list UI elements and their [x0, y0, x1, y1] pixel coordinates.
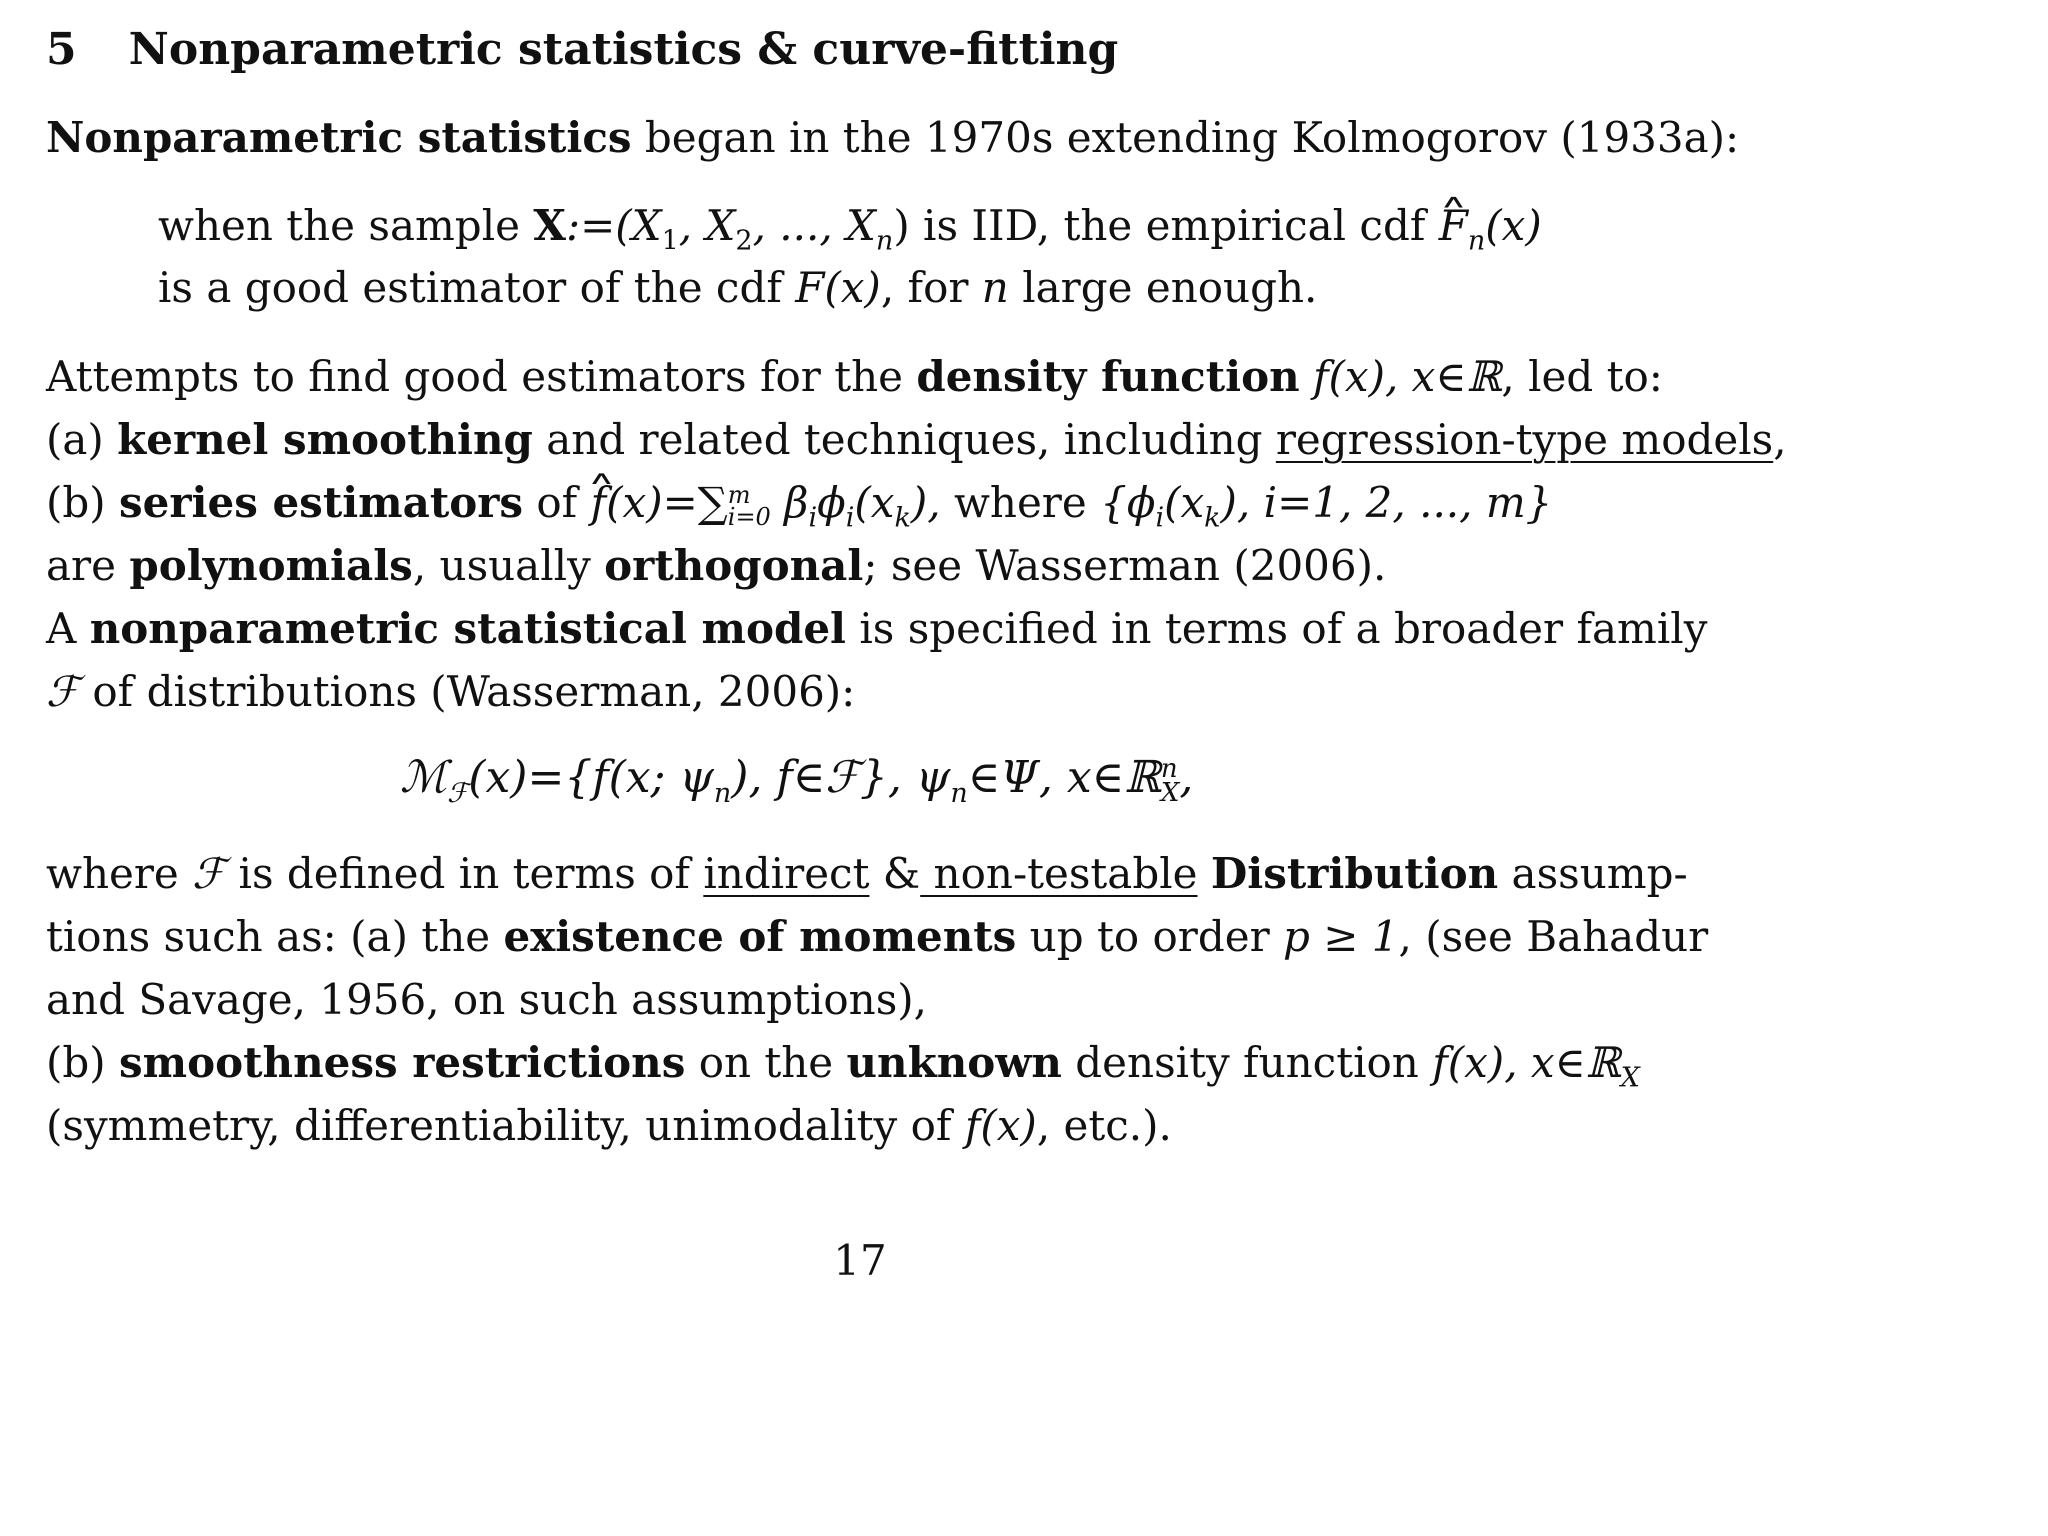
p3-line-3: and Savage, 1956, on such assumptions),: [46, 975, 927, 1024]
quote-block: [158, 195, 1558, 319]
quote-line-1: when the sample $X:=(X_1$, $X_2$, ..., $X_n$) is IID, the empirical cdf ∧ $F_n(x)$: [158, 195, 1558, 257]
p2-line-6: ℱ of distributions (Wasserman, 2006):: [46, 667, 856, 716]
p2-line-4: are polynomials, usually orthogonal; see Wasserman (2006).: [46, 541, 1387, 590]
p2-line-5: A nonparametric statistical model is specified in terms of a broader family: [46, 604, 1708, 653]
model-formula: ℳ$_ℱ$(x)={f(x; $\psi_n$), f∈ℱ}, $\psi_n\in\Psi$, x∈ℝ n X ,: [400, 752, 1194, 809]
p2-line-2: (a) kernel smoothing and related techniques, including regression-type models,: [46, 415, 1787, 464]
p3-line-2: tions such as: (a) the existence of moments up to order p ≥ 1, (see Bahadur: [46, 912, 1709, 961]
empirical-cdf-symbol: ∧ F: [1439, 195, 1468, 257]
page-number: 17: [833, 1236, 887, 1285]
term-nonparametric-statistics: Nonparametric statistics: [46, 113, 632, 162]
section-title: Nonparametric statistics & curve-fitting: [128, 24, 1119, 75]
intro-text: began in the 1970s extending Kolmogorov (1933a):: [631, 113, 1740, 162]
p3-line-5: (symmetry, differentiability, unimodality of f(x), etc.).: [46, 1101, 1172, 1150]
section-heading: [46, 24, 1118, 75]
section-number: 5: [46, 24, 77, 75]
p2-line-3: (b) series estimators of ∧ f(x)=∑ m i=0 $\beta_i\phi_i(x_k)$, where {$\phi_i(x_k)$, i=1, 2, ..., m}: [46, 471, 1686, 534]
p3-line-4: (b) smoothness restrictions on the unknown density function f(x), x∈ℝ$_X$: [46, 1038, 1640, 1094]
underlined-regression-type-models: regression-type models: [1275, 415, 1774, 464]
p2-line-1: Attempts to find good estimators for the density function f(x), x∈ℝ, led to:: [46, 352, 1663, 401]
intro-paragraph: [46, 106, 1740, 169]
assumptions-paragraph: [46, 842, 1709, 1157]
p3-line-1: where ℱ is defined in terms of indirect & non-testable Distribution assump-: [46, 849, 1688, 898]
quote-line-2: is a good estimator of the cdf F(x), for n large enough.: [158, 263, 1318, 312]
estimators-paragraph: [46, 345, 1787, 723]
